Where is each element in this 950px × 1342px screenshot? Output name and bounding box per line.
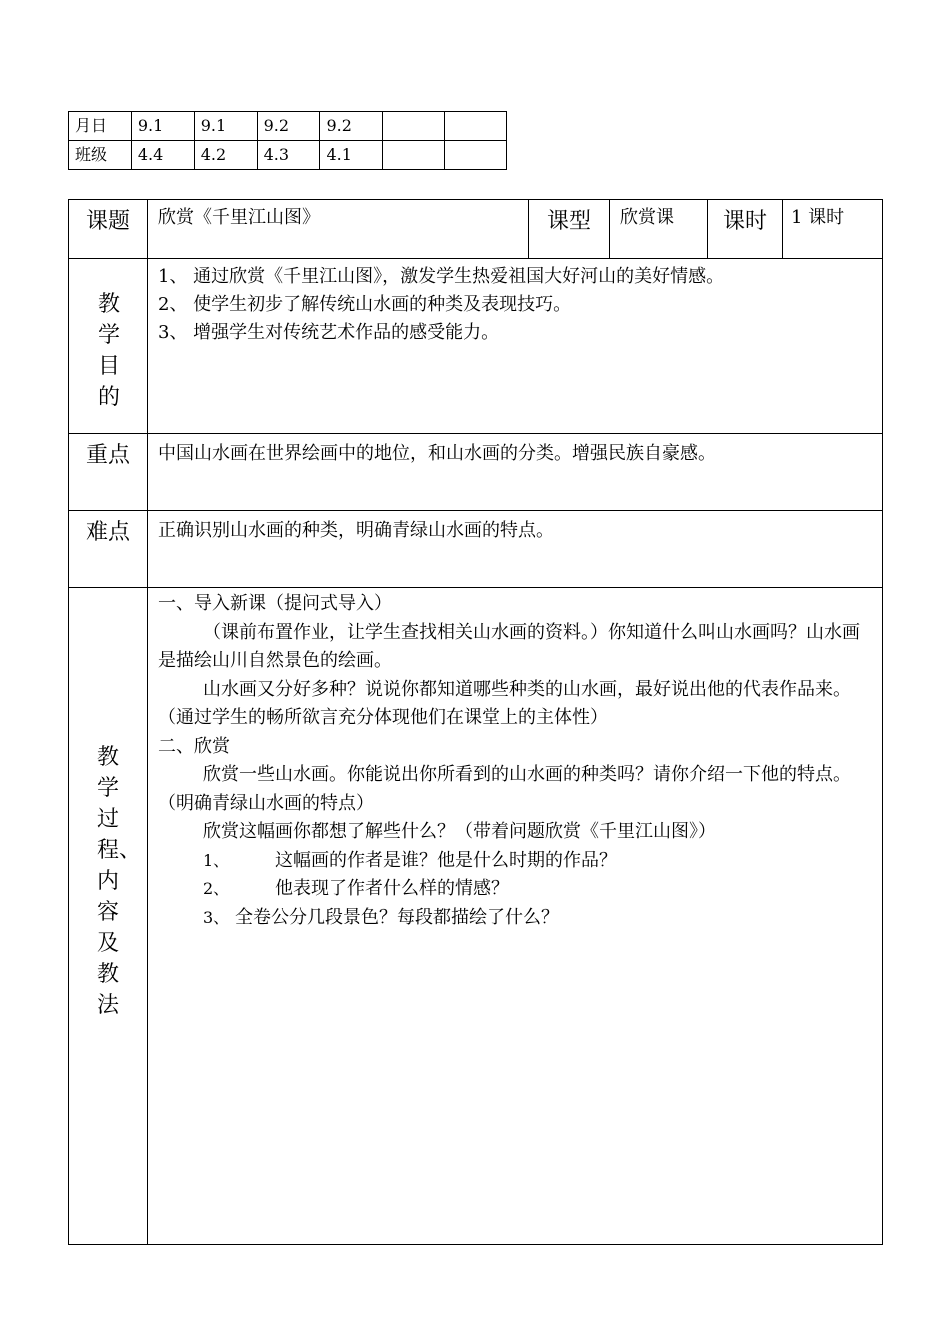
- schedule-cell: 9.2: [320, 112, 383, 141]
- question-number: 1、: [203, 850, 230, 870]
- schedule-row-class: [69, 141, 507, 170]
- goals-label: 教学目的: [98, 292, 121, 410]
- type-label: 课型: [529, 200, 610, 259]
- schedule-cell: 4.4: [131, 141, 194, 170]
- schedule-cell: 4.2: [194, 141, 257, 170]
- schedule-cell: 4.1: [320, 141, 383, 170]
- hours-label: 课时: [708, 200, 783, 259]
- schedule-cell: 9.2: [257, 112, 320, 141]
- key-label: 重点: [69, 434, 148, 511]
- process-paragraph: 欣赏这幅画你都想了解些什么？（带着问题欣赏《千里江山图》）: [203, 821, 716, 842]
- question-item: [158, 875, 872, 904]
- question-text: 这幅画的作者是谁？他是什么时期的作品？: [275, 849, 617, 871]
- schedule-cell: [445, 141, 507, 170]
- difficulty-text: 正确识别山水画的种类，明确青绿山水画的特点。: [148, 511, 883, 588]
- schedule-label-class: 班级: [69, 141, 132, 170]
- key-text: 中国山水画在世界绘画中的地位，和山水画的分类。增强民族自豪感。: [148, 434, 883, 511]
- schedule-cell: 4.3: [257, 141, 320, 170]
- topic-value: 欣赏《千里江山图》: [148, 200, 529, 259]
- type-value: 欣赏课: [610, 200, 708, 259]
- schedule-cell: [383, 141, 445, 170]
- process-row: [69, 588, 883, 1245]
- process-heading-intro: 一、导入新课（提问式导入）: [158, 593, 392, 614]
- schedule-label-date: 月日: [69, 112, 132, 141]
- schedule-table: [68, 111, 507, 170]
- schedule-cell: [383, 112, 445, 141]
- process-label-cell: [69, 588, 148, 1245]
- process-cell: [148, 588, 883, 1245]
- question-number: 2、: [203, 879, 230, 898]
- goal-item: 3、 增强学生对传统艺术作品的感受能力。: [158, 322, 500, 343]
- topic-row: [69, 200, 883, 259]
- key-row: [69, 434, 883, 511]
- difficulty-label: 难点: [69, 511, 148, 588]
- process-paragraph: 欣赏一些山水画。你能说出你所看到的山水画的种类吗？请你介绍一下他的特点。（明确青绿山水画的特点）: [158, 764, 851, 814]
- goals-label-cell: [69, 259, 148, 434]
- process-paragraph: 山水画又分好多种？说说你都知道哪些种类的山水画，最好说出他的代表作品来。（通过学生的畅所欲言充分体现他们在课堂上的主体性）: [158, 678, 851, 728]
- lesson-plan-table: [68, 199, 883, 1245]
- question-text: 他表现了作者什么样的情感？: [275, 878, 509, 899]
- question-item: [158, 847, 872, 876]
- question-number: 3、: [203, 907, 230, 927]
- topic-label: 课题: [69, 200, 148, 259]
- goals-cell: [148, 259, 883, 434]
- schedule-cell: 9.1: [194, 112, 257, 141]
- process-paragraph: （课前布置作业，让学生查找相关山水画的资料。）你知道什么叫山水画吗？山水画是描绘山川自然景色的绘画。: [158, 621, 860, 671]
- process-label: 教学过程、内容及教法: [97, 744, 142, 1018]
- goals-row: [69, 259, 883, 434]
- goal-item: 2、 使学生初步了解传统山水画的种类及表现技巧。: [158, 294, 572, 315]
- process-heading-appreciate: 二、欣赏: [158, 735, 230, 757]
- schedule-cell: [445, 112, 507, 141]
- schedule-cell: 9.1: [131, 112, 194, 141]
- question-text: 全卷公分几段景色？每段都描绘了什么？: [235, 906, 559, 928]
- hours-value: 1 课时: [783, 200, 883, 259]
- schedule-row-date: [69, 112, 507, 141]
- difficulty-row: [69, 511, 883, 588]
- question-item: [158, 904, 872, 933]
- goal-item: 1、 通过欣赏《千里江山图》，激发学生热爱祖国大好河山的美好情感。: [158, 266, 725, 287]
